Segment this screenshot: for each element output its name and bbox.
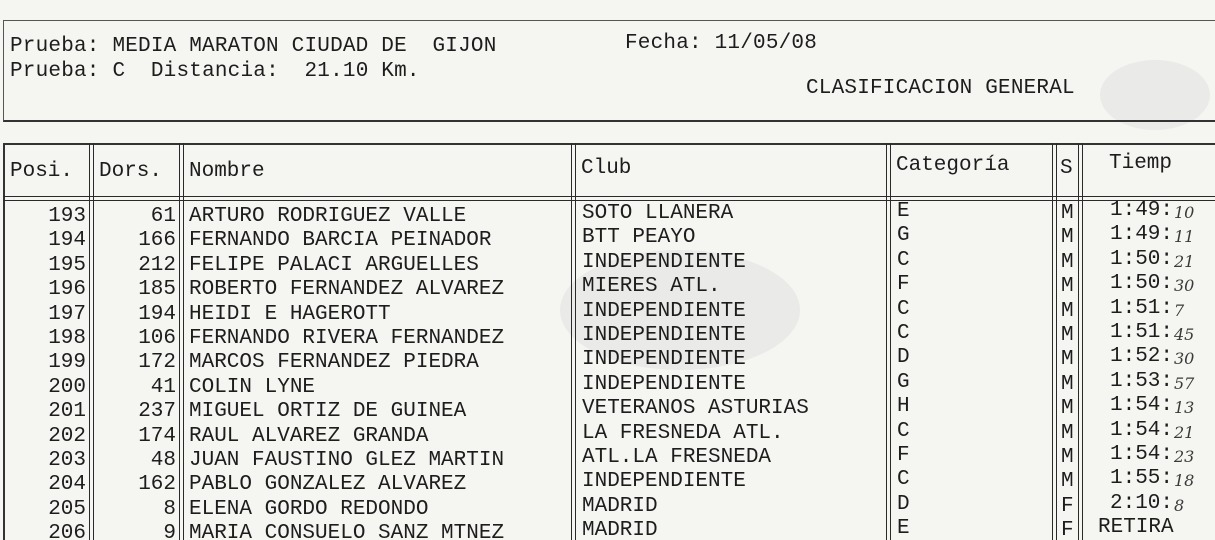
handwritten-seconds: 57: [1174, 373, 1195, 393]
cell-tiempo: 1:54:: [1110, 418, 1174, 442]
cell-sexo: M: [1061, 226, 1074, 250]
cell-nombre: FERNANDO BARCIA PEINADOR: [189, 229, 492, 253]
cell-club: SOTO LLANERA: [582, 202, 734, 225]
cell-club: INDEPENDIENTE: [582, 372, 746, 396]
cell-posicion: 197: [48, 302, 86, 326]
handwritten-seconds: 10: [1174, 203, 1195, 222]
classification-title: CLASIFICACION GENERAL: [806, 77, 1075, 100]
cell-sexo: M: [1061, 348, 1074, 372]
handwritten-seconds: 13: [1174, 398, 1195, 418]
col-header-posicion: Posi.: [10, 160, 74, 183]
cell-nombre: ROBERTO FERNANDEZ ALVAREZ: [189, 278, 505, 302]
distancia-value: 21.10 Km.: [304, 60, 420, 83]
cell-categoria: E: [897, 200, 910, 223]
handwritten-seconds: 23: [1174, 447, 1195, 466]
column-divider: [571, 143, 576, 540]
cell-categoria: G: [897, 370, 910, 394]
fecha: [625, 33, 817, 55]
handwritten-seconds: 21: [1174, 422, 1195, 442]
cell-club: MADRID: [582, 519, 658, 540]
handwritten-seconds: 45: [1174, 325, 1195, 344]
cell-dorsal: 212: [138, 253, 176, 277]
cell-tiempo: 1:54:: [1110, 443, 1174, 466]
cell-dorsal: 41: [150, 375, 176, 399]
cell-categoria: C: [897, 419, 910, 443]
cell-dorsal: 172: [138, 351, 176, 375]
cell-posicion: 202: [48, 424, 86, 448]
fecha-value: 11/05/08: [714, 32, 818, 55]
column-divider: [1052, 143, 1057, 540]
cell-categoria: F: [897, 444, 910, 467]
cell-sexo: M: [1061, 250, 1074, 274]
cell-nombre: MIGUEL ORTIZ DE GUINEA: [189, 400, 467, 424]
cell-posicion: 206: [48, 522, 86, 540]
cell-nombre: MARCOS FERNANDEZ PIEDRA: [189, 351, 479, 375]
cell-categoria: C: [897, 468, 910, 492]
handwritten-seconds: 7: [1174, 300, 1185, 320]
cell-tiempo: RETIRA: [1098, 516, 1174, 540]
handwritten-seconds: 21: [1174, 251, 1195, 271]
cell-sexo: F: [1061, 494, 1074, 518]
cell-tiempo: 1:50:: [1110, 272, 1174, 296]
cell-dorsal: 174: [138, 424, 176, 448]
cell-sexo: M: [1061, 202, 1074, 225]
cell-tiempo: 1:50:: [1110, 247, 1174, 271]
cell-categoria: H: [897, 395, 910, 419]
cell-dorsal: 162: [138, 473, 176, 497]
cell-tiempo: 1:51:: [1110, 321, 1174, 344]
cell-club: INDEPENDIENTE: [582, 299, 746, 323]
handwritten-seconds: 30: [1174, 276, 1195, 296]
distancia-label: Distancia:: [150, 60, 279, 83]
cell-tiempo: 1:51:: [1110, 296, 1174, 320]
cell-nombre: HEIDI E HAGEROTT: [189, 302, 391, 326]
cell-sexo: M: [1061, 470, 1074, 494]
cell-tiempo: 1:52:: [1110, 345, 1174, 369]
cell-club: VETERANOS ASTURIAS: [582, 397, 809, 421]
column-divider: [179, 143, 184, 540]
cell-club: INDEPENDIENTE: [582, 470, 746, 494]
cell-tiempo: 2:10:: [1110, 491, 1174, 515]
header-line-2: [10, 61, 420, 83]
prueba-label-2: Prueba:: [10, 60, 100, 83]
prueba-label: Prueba:: [10, 35, 100, 58]
cell-sexo: M: [1061, 275, 1074, 299]
col-header-nombre: Nombre: [189, 160, 265, 183]
cell-categoria: C: [897, 322, 910, 345]
cell-categoria: F: [897, 273, 910, 297]
cell-nombre: FELIPE PALACI ARGUELLES: [189, 253, 479, 277]
handwritten-seconds: 18: [1174, 471, 1195, 491]
cell-dorsal: 194: [138, 302, 176, 326]
col-header-categoria: Categoría: [896, 154, 1010, 177]
column-divider: [886, 143, 891, 540]
cell-dorsal: 185: [138, 278, 176, 302]
cell-posicion: 195: [48, 253, 86, 277]
col-header-dorsal: Dors.: [99, 160, 163, 183]
cell-dorsal: 237: [138, 400, 176, 424]
cell-posicion: 193: [48, 205, 86, 228]
cell-tiempo: 1:49:: [1110, 199, 1174, 222]
cell-tiempo: 1:55:: [1110, 467, 1174, 491]
cell-posicion: 196: [48, 278, 86, 302]
cell-categoria: C: [897, 297, 910, 321]
cell-nombre: PABLO GONZALEZ ALVAREZ: [189, 473, 467, 497]
col-header-sexo: S: [1060, 157, 1073, 180]
cell-nombre: FERNANDO RIVERA FERNANDEZ: [189, 327, 505, 350]
cell-sexo: M: [1061, 324, 1074, 347]
column-divider: [1078, 143, 1083, 540]
cell-sexo: F: [1061, 519, 1074, 540]
cell-club: BTT PEAYO: [582, 226, 696, 250]
cell-dorsal: 106: [138, 327, 176, 350]
cell-posicion: 203: [48, 449, 86, 472]
cell-dorsal: 166: [138, 229, 176, 253]
cell-categoria: G: [897, 224, 910, 248]
cell-tiempo: 1:49:: [1110, 223, 1174, 247]
cell-nombre: JUAN FAUSTINO GLEZ MARTIN: [189, 449, 505, 472]
cell-tiempo: 1:54:: [1110, 394, 1174, 418]
cell-categoria: E: [897, 517, 910, 540]
header-line-1: [10, 36, 497, 58]
prueba-code: C: [112, 60, 126, 83]
cell-club: ATL.LA FRESNEDA: [582, 446, 772, 469]
cell-posicion: 199: [48, 351, 86, 375]
cell-posicion: 200: [48, 375, 86, 399]
handwritten-seconds: 30: [1174, 349, 1195, 369]
handwritten-seconds: 11: [1174, 227, 1195, 247]
cell-posicion: 205: [48, 497, 86, 521]
cell-sexo: M: [1061, 421, 1074, 445]
cell-club: INDEPENDIENTE: [582, 324, 746, 347]
cell-nombre: ARTURO RODRIGUEZ VALLE: [189, 205, 467, 228]
cell-club: MADRID: [582, 494, 658, 518]
cell-categoria: C: [897, 248, 910, 272]
handwritten-seconds: 8: [1174, 495, 1185, 515]
cell-nombre: RAUL ALVAREZ GRANDA: [189, 424, 429, 448]
column-divider: [89, 143, 94, 540]
cell-posicion: 204: [48, 473, 86, 497]
cell-sexo: M: [1061, 372, 1074, 396]
cell-club: LA FRESNEDA ATL.: [582, 421, 784, 445]
cell-posicion: 194: [48, 229, 86, 253]
cell-categoria: D: [897, 492, 910, 516]
cell-sexo: M: [1061, 397, 1074, 421]
cell-dorsal: 8: [163, 497, 176, 521]
prueba-name: MEDIA MARATON CIUDAD DE GIJON: [112, 35, 497, 58]
cell-categoria: D: [897, 346, 910, 370]
cell-sexo: M: [1061, 446, 1074, 469]
col-header-tiempo: Tiemp: [1109, 152, 1173, 175]
cell-club: INDEPENDIENTE: [582, 348, 746, 372]
header-separator: [3, 196, 1215, 201]
cell-posicion: 198: [48, 327, 86, 350]
cell-sexo: M: [1061, 299, 1074, 323]
cell-tiempo: 1:53:: [1110, 369, 1174, 393]
cell-nombre: ELENA GORDO REDONDO: [189, 497, 429, 521]
cell-nombre: COLIN LYNE: [189, 375, 316, 399]
cell-nombre: MARIA CONSUELO SANZ MTNEZ: [189, 522, 505, 540]
col-header-club: Club: [581, 157, 632, 180]
fecha-label: Fecha:: [625, 32, 702, 55]
cell-dorsal: 48: [150, 449, 176, 472]
cell-posicion: 201: [48, 400, 86, 424]
cell-club: INDEPENDIENTE: [582, 250, 746, 274]
cell-dorsal: 9: [163, 522, 176, 540]
cell-dorsal: 61: [150, 205, 176, 228]
cell-club: MIERES ATL.: [582, 275, 721, 299]
